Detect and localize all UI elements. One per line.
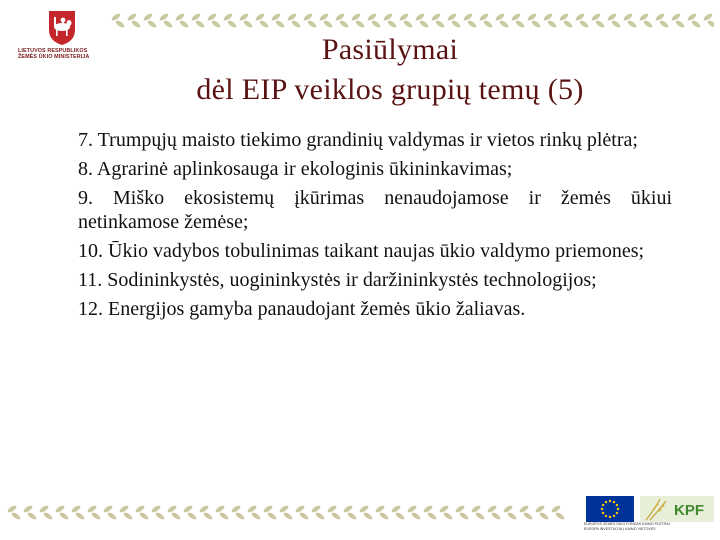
wheat-ornament-icon [655, 12, 670, 28]
eu-star-icon [616, 512, 618, 514]
wheat-ornament-icon [399, 12, 414, 28]
partner-logos [584, 496, 716, 538]
eu-star-icon [617, 508, 619, 510]
topic-item: 12. Energijos gamyba panaudojant žemės ūkio žaliavas. [78, 298, 526, 320]
topic-item: 8. Agrarinė aplinkosauga ir ekologinis ūkininkavimas; [78, 158, 513, 180]
wheat-ornament-icon [343, 504, 358, 520]
wheat-ornament-icon [271, 12, 286, 28]
wheat-ornament-icon [103, 504, 118, 520]
eu-star-icon [613, 501, 615, 503]
wheat-ornament-icon [175, 12, 190, 28]
wheat-ornament-icon [263, 504, 278, 520]
wheat-ornament-icon [223, 12, 238, 28]
topic-item: 11. Sodininkystės, uogininkystės ir daržininkystės technologijos; [78, 269, 597, 291]
eu-star-icon [601, 508, 603, 510]
eafrd-caption-line: EUROPOS ŽEMĖS ŪKIO FONDAS KAIMO PLĖTRAI: [584, 522, 671, 526]
wheat-ornament-icon [591, 12, 606, 28]
wheat-ornament-icon [255, 12, 270, 28]
wheat-ornament-icon [471, 504, 486, 520]
wheat-ornament-icon [191, 12, 206, 28]
wheat-ornament-icon [7, 504, 22, 520]
wheat-ornament-icon [431, 12, 446, 28]
wheat-ornament-icon [239, 12, 254, 28]
wheat-ornament-icon [671, 12, 686, 28]
wheat-ornament-icon [607, 12, 622, 28]
wheat-ornament-icon [87, 504, 102, 520]
wheat-ornament-icon [391, 504, 406, 520]
wheat-ornament-icon [535, 504, 550, 520]
eu-star-icon [605, 501, 607, 503]
topic-list [78, 128, 672, 326]
wheat-ornament-icon [207, 12, 222, 28]
wheat-ornament-icon [247, 504, 262, 520]
slide-title-line-2: dėl EIP veiklos grupių temų (5) [196, 73, 584, 106]
kpf-label: KPF [674, 502, 704, 519]
wheat-ornament-icon [159, 12, 174, 28]
wheat-ornament-icon [551, 504, 566, 520]
wheat-ornament-icon [447, 12, 462, 28]
wheat-ornament-icon [407, 504, 422, 520]
eu-star-icon [605, 515, 607, 517]
wheat-ornament-icon [119, 504, 134, 520]
wheat-ornament-icon [559, 12, 574, 28]
kpf-logo-icon [640, 496, 714, 522]
wheat-ornament-icon [327, 504, 342, 520]
wheat-ornament-icon [359, 504, 374, 520]
wheat-ornament-icon [151, 504, 166, 520]
wheat-ornament-icon [455, 504, 470, 520]
wheat-ornament-icon [287, 12, 302, 28]
eu-star-icon [602, 504, 604, 506]
wheat-ornament-icon [303, 12, 318, 28]
wheat-ornament-icon [383, 12, 398, 28]
wheat-ornament-icon [127, 12, 142, 28]
wheat-ornament-icon [495, 12, 510, 28]
wheat-ornament-icon [639, 12, 654, 28]
eu-star-icon [609, 516, 611, 518]
wheat-ornament-icon [23, 504, 38, 520]
eu-flag-icon [586, 496, 634, 522]
wheat-ornament-icon [55, 504, 70, 520]
wheat-ornament-icon [335, 12, 350, 28]
wheat-ornament-bottom [4, 500, 576, 526]
wheat-ornament-icon [39, 504, 54, 520]
wheat-ornament-icon [215, 504, 230, 520]
eu-star-icon [609, 500, 611, 502]
topic-item: 10. Ūkio vadybos tobulinimas taikant naujas ūkio valdymo priemones; [78, 240, 645, 262]
wheat-ornament-icon [439, 504, 454, 520]
wheat-ornament-icon [71, 504, 86, 520]
wheat-ornament-icon [135, 504, 150, 520]
wheat-ornament-icon [279, 504, 294, 520]
wheat-ornament-icon [423, 504, 438, 520]
ministry-name-line: LIETUVOS RESPUBLIKOS [18, 48, 88, 54]
wheat-ornament-icon [199, 504, 214, 520]
wheat-ornament-icon [463, 12, 478, 28]
wheat-ornament-icon [575, 12, 590, 28]
wheat-ornament-icon [487, 504, 502, 520]
wheat-ornament-icon [623, 12, 638, 28]
topic-item: 9. Miško ekosistemų įkūrimas nenaudojamose ir žemės ūkiui netinkamose žemėse; [78, 187, 672, 233]
eafrd-caption [584, 522, 716, 531]
wheat-ornament-icon [415, 12, 430, 28]
wheat-ornament-icon [231, 504, 246, 520]
eu-star-icon [613, 515, 615, 517]
wheat-ornament-icon [375, 504, 390, 520]
wheat-ornament-icon [687, 12, 702, 28]
ministry-logo [18, 8, 102, 78]
wheat-ornament-icon [143, 12, 158, 28]
wheat-ornament-icon [527, 12, 542, 28]
eu-star-icon [616, 504, 618, 506]
topic-item: 7. Trumpųjų maisto tiekimo grandinių valdymas ir vietos rinkų plėtra; [78, 129, 638, 151]
wheat-ornament-icon [351, 12, 366, 28]
wheat-ornament-icon [311, 504, 326, 520]
wheat-ornament-icon [167, 504, 182, 520]
wheat-ornament-icon [519, 504, 534, 520]
slide-title [100, 30, 680, 110]
ministry-name-line: ŽEMĖS ŪKIO MINISTERIJA [18, 54, 90, 61]
wheat-ornament-icon [511, 12, 526, 28]
wheat-ornament-icon [295, 504, 310, 520]
wheat-ornament-icon [543, 12, 558, 28]
wheat-ornament-icon [319, 12, 334, 28]
wheat-ornament-icon [703, 12, 714, 28]
wheat-ornament-icon [367, 12, 382, 28]
wheat-ornament-icon [503, 504, 518, 520]
coat-of-arms-icon [48, 10, 76, 46]
eafrd-caption-line: EUROPA INVESTUOJA Į KAIMO VIETOVES [584, 526, 656, 531]
wheat-ornament-icon [479, 12, 494, 28]
eu-star-icon [602, 512, 604, 514]
slide-title-line-1: Pasiūlymai [321, 33, 459, 66]
wheat-ornament-icon [183, 504, 198, 520]
wheat-ornament-icon [111, 12, 126, 28]
